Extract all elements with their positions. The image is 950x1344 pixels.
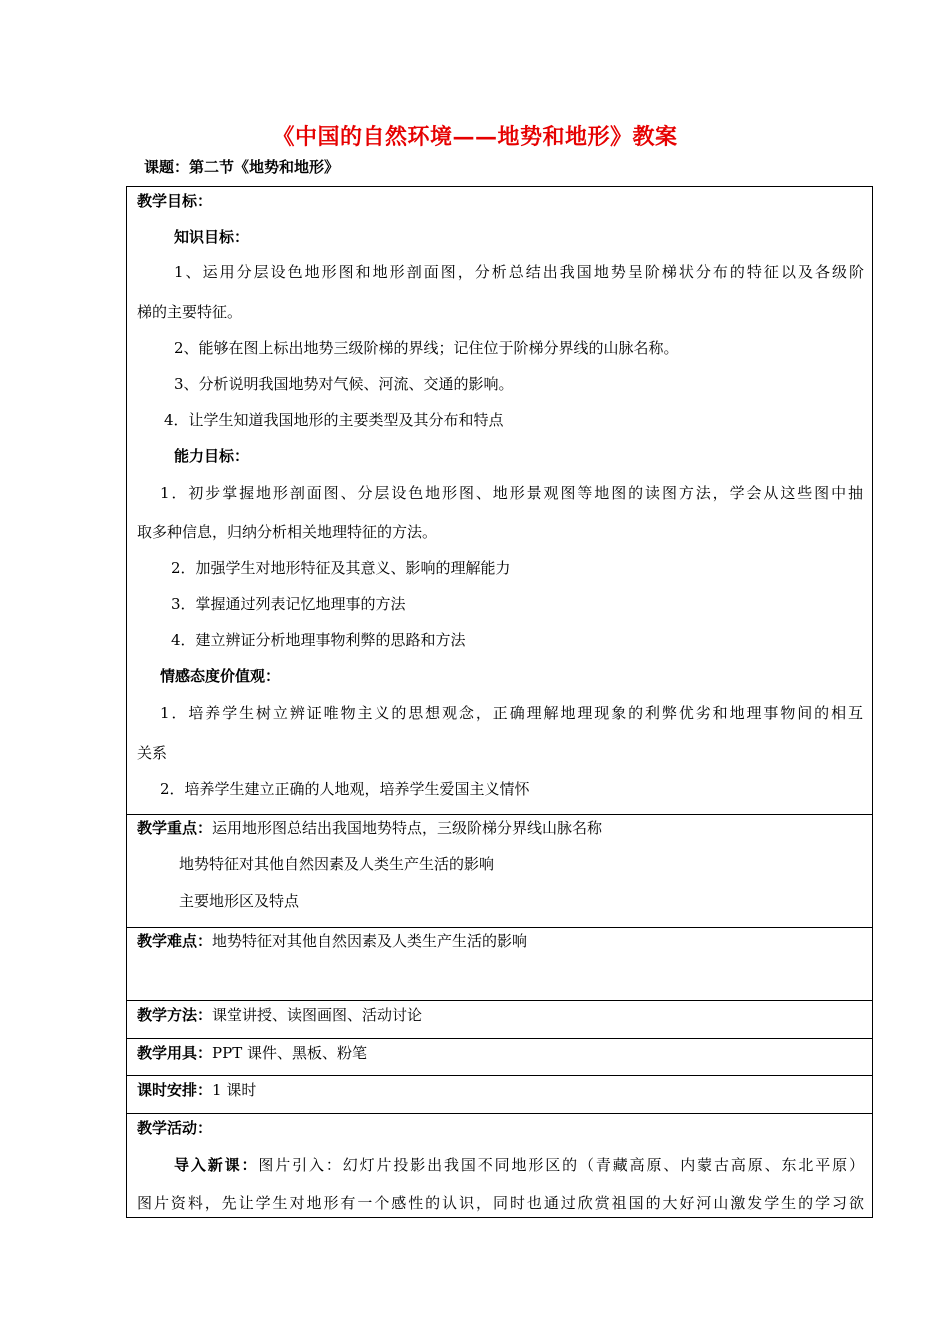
knowledge-item-1-line-1: 1、运用分层设色地形图和地形剖面图，分析总结出我国地势呈阶梯状分布的特征以及各级阶 xyxy=(174,263,864,281)
methods-row xyxy=(137,1005,422,1025)
key-points-row xyxy=(137,818,602,838)
lesson-subject: 课题：第二节《地势和地形》 xyxy=(144,158,340,176)
activities-cell xyxy=(127,1113,872,1218)
objectives-heading: 教学目标： xyxy=(137,192,213,210)
methods-text: 课堂讲授、读图画图、活动讨论 xyxy=(212,1006,423,1024)
schedule-row xyxy=(137,1080,256,1100)
lesson-plan-table xyxy=(126,186,873,1218)
knowledge-item-1-line-2: 梯的主要特征。 xyxy=(137,303,243,321)
document-title: 《中国的自然环境——地势和地形》教案 xyxy=(272,124,678,150)
key-point-1: 运用地形图总结出我国地势特点，三级阶梯分界线山脉名称 xyxy=(212,819,603,837)
knowledge-item-2: 2、能够在图上标出地势三级阶梯的界线；记住位于阶梯分界线的山脉名称。 xyxy=(174,339,679,357)
knowledge-item-3: 3、分析说明我国地势对气候、河流、交通的影响。 xyxy=(174,375,514,393)
intro-label: 导入新课： xyxy=(174,1156,259,1174)
ability-item-1-line-1: 1．初步掌握地形剖面图、分层设色地形图、地形景观图等地图的读图方法，学会从这些图中抽 xyxy=(160,484,863,502)
key-points-label: 教学重点： xyxy=(137,819,213,837)
tools-label: 教学用具： xyxy=(137,1044,213,1062)
emotion-heading: 情感态度价值观： xyxy=(160,667,281,685)
tools-cell xyxy=(127,1038,872,1076)
difficulties-text: 地势特征对其他自然因素及人类生产生活的影响 xyxy=(212,932,528,950)
ability-item-3: 3．掌握通过列表记忆地理事的方法 xyxy=(171,595,406,613)
emotion-item-1-line-1: 1．培养学生树立辨证唯物主义的思想观念，正确理解地理现象的利弊优劣和地理事物间的相互 xyxy=(160,704,863,722)
schedule-cell xyxy=(127,1075,872,1114)
knowledge-heading: 知识目标： xyxy=(174,228,250,246)
objectives-cell xyxy=(127,187,872,815)
difficulties-label: 教学难点： xyxy=(137,932,213,950)
schedule-text: 1 课时 xyxy=(212,1081,257,1099)
tools-text: PPT 课件、黑板、粉笔 xyxy=(212,1044,367,1062)
emotion-item-2: 2．培养学生建立正确的人地观，培养学生爱国主义情怀 xyxy=(160,780,530,798)
activities-heading: 教学活动： xyxy=(137,1119,213,1137)
key-points-cell xyxy=(127,814,872,928)
key-point-3: 主要地形区及特点 xyxy=(179,892,300,910)
key-point-2: 地势特征对其他自然因素及人类生产生活的影响 xyxy=(179,855,495,873)
knowledge-item-4: 4．让学生知道我国地形的主要类型及其分布和特点 xyxy=(164,411,504,429)
schedule-label: 课时安排： xyxy=(137,1081,213,1099)
ability-item-2: 2．加强学生对地形特征及其意义、影响的理解能力 xyxy=(171,559,511,577)
methods-label: 教学方法： xyxy=(137,1006,213,1024)
ability-item-4: 4．建立辨证分析地理事物利弊的思路和方法 xyxy=(171,631,466,649)
intro-text-1: 图片引入：幻灯片投影出我国不同地形区的（青藏高原、内蒙古高原、东北平原） xyxy=(258,1156,864,1174)
methods-cell xyxy=(127,1000,872,1039)
activities-intro-line-1 xyxy=(174,1155,864,1175)
difficulties-cell xyxy=(127,927,872,1001)
activities-intro-line-2: 图片资料，先让学生对地形有一个感性的认识，同时也通过欣赏祖国的大好河山激发学生的学习欲 xyxy=(137,1194,864,1212)
ability-heading: 能力目标： xyxy=(174,447,250,465)
tools-row xyxy=(137,1043,367,1063)
ability-item-1-line-2: 取多种信息，归纳分析相关地理特征的方法。 xyxy=(137,523,438,541)
emotion-item-1-line-2: 关系 xyxy=(137,744,168,762)
difficulties-row xyxy=(137,931,527,951)
